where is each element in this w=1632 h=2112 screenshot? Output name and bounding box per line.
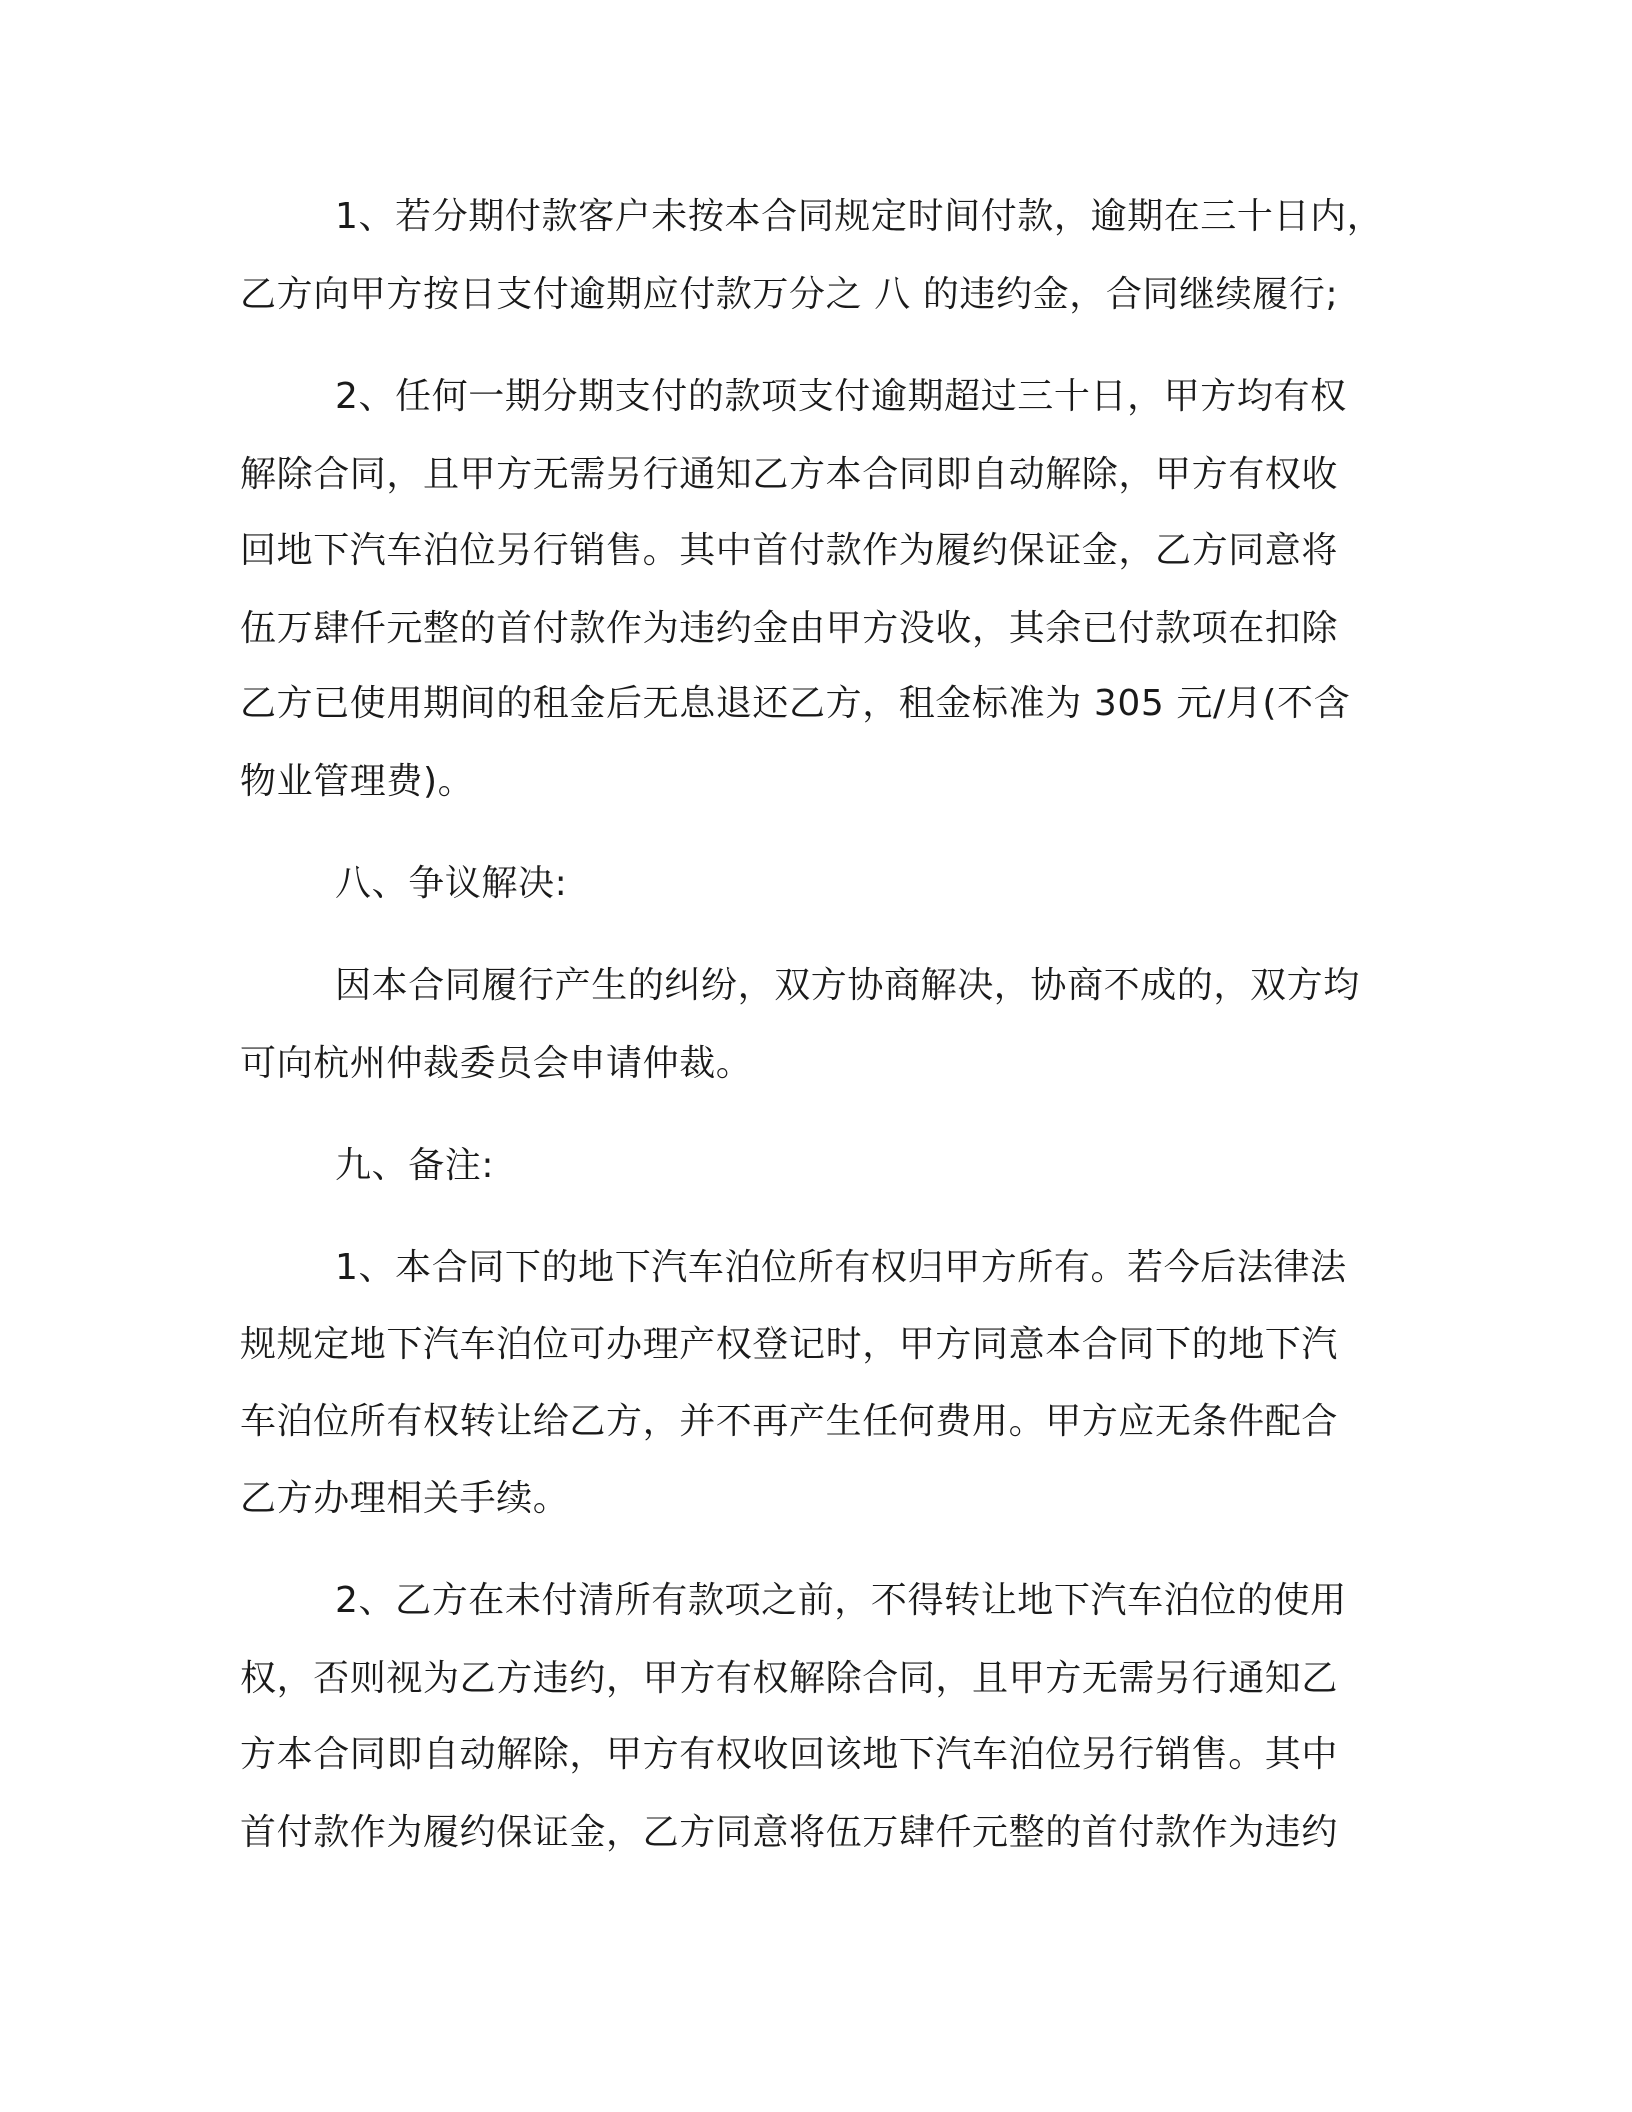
section-heading: 八、争议解决: — [335, 863, 568, 904]
text-line: 伍万肆仟元整的首付款作为违约金由甲方没收，其余已付款项在扣除 — [240, 608, 1339, 649]
text-line: 可向杭州仲裁委员会申请仲裁。 — [240, 1043, 753, 1084]
section-heading: 九、备注: — [335, 1145, 495, 1186]
text-line: 1、若分期付款客户未按本合同规定时间付款，逾期在三十日内， — [335, 196, 1384, 237]
text-line: 方本合同即自动解除，甲方有权收回该地下汽车泊位另行销售。其中 — [240, 1734, 1339, 1775]
text-line: 乙方办理相关手续。 — [240, 1478, 570, 1519]
text-line: 1、本合同下的地下汽车泊位所有权归甲方所有。若今后法律法 — [335, 1247, 1347, 1288]
text-line: 因本合同履行产生的纠纷，双方协商解决，协商不成的，双方均 — [335, 965, 1360, 1006]
text-line: 权，否则视为乙方违约，甲方有权解除合同，且甲方无需另行通知乙 — [240, 1658, 1339, 1699]
text-line: 乙方已使用期间的租金后无息退还乙方，租金标准为 305 元/月(不含 — [240, 683, 1351, 724]
text-line: 车泊位所有权转让给乙方，并不再产生任何费用。甲方应无条件配合 — [240, 1401, 1339, 1442]
text-line: 解除合同，且甲方无需另行通知乙方本合同即自动解除，甲方有权收 — [240, 454, 1339, 495]
text-line: 乙方向甲方按日支付逾期应付款万分之 八 的违约金，合同继续履行; — [240, 274, 1339, 315]
text-line: 2、乙方在未付清所有款项之前，不得转让地下汽车泊位的使用 — [335, 1580, 1347, 1621]
text-line: 回地下汽车泊位另行销售。其中首付款作为履约保证金，乙方同意将 — [240, 530, 1339, 571]
text-line: 物业管理费)。 — [240, 761, 475, 802]
text-line: 首付款作为履约保证金，乙方同意将伍万肆仟元整的首付款作为违约 — [240, 1812, 1339, 1853]
text-line: 2、任何一期分期支付的款项支付逾期超过三十日，甲方均有权 — [335, 376, 1347, 417]
text-line: 规规定地下汽车泊位可办理产权登记时，甲方同意本合同下的地下汽 — [240, 1324, 1339, 1365]
